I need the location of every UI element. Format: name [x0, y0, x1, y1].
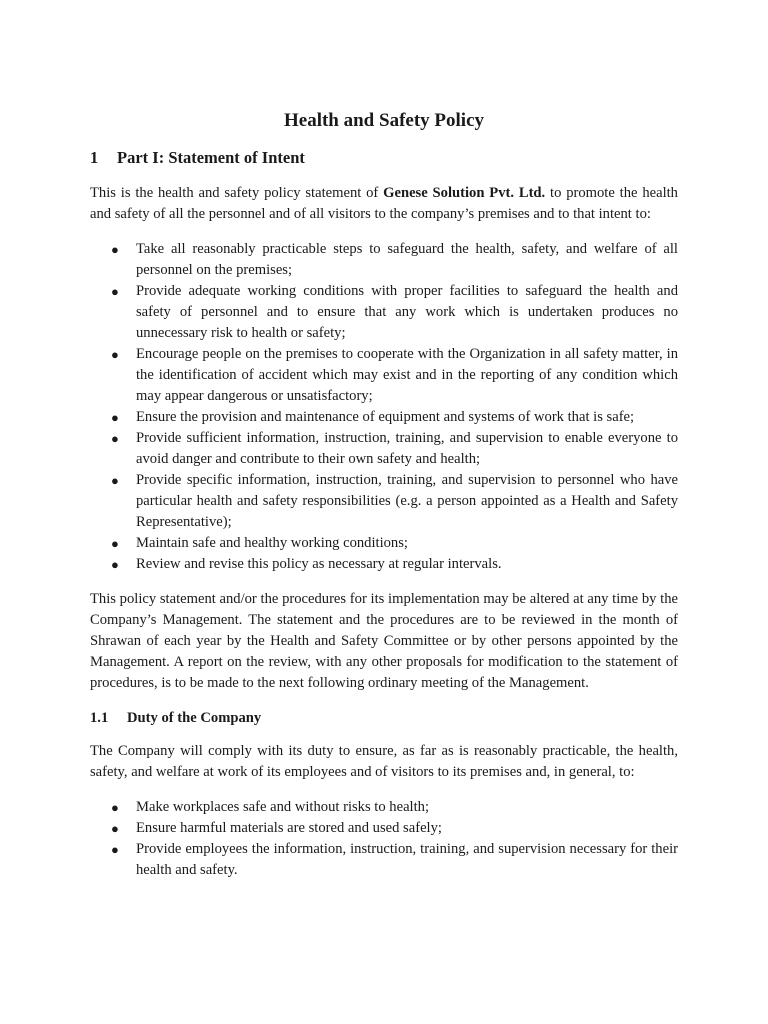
list-item: ● Provide adequate working conditions with proper facilities to safeguard the health and safety of personnel and to ensure that any work which is undertaken produces no unnecessary risk to health or safety; — [111, 283, 678, 341]
duty-bullet-list — [90, 797, 678, 881]
intent-bullet-list — [90, 239, 678, 575]
bullet-icon: ● — [111, 557, 119, 572]
bullet-icon: ● — [111, 842, 119, 857]
list-item: ● Maintain safe and healthy working conditions; — [90, 533, 678, 554]
list-item: ● Review and revise this policy as necessary at regular intervals. — [90, 554, 678, 575]
bullet-icon: ● — [111, 800, 119, 815]
bullet-icon: ● — [111, 347, 119, 362]
duty-paragraph: The Company will comply with its duty to ensure, as far as is reasonably practicable, the health, safety, and welfare at work of its employees and of visitors to its premises and, in general, to: — [90, 743, 678, 780]
list-item: ● Ensure harmful materials are stored and used safely; — [90, 818, 678, 839]
section-number: 1 — [90, 148, 99, 167]
intro-text-before: This is the health and safety policy statement of — [90, 185, 384, 201]
bullet-icon: ● — [111, 410, 119, 425]
closing-paragraph: This policy statement and/or the procedures for its implementation may be altered at any time by the Company’s Management. The statement and the procedures are to be reviewed in the month of Shrawan of each year by the Health and Safety Committee or by other persons appointed by the Management. A report on the review, with any other proposals for modification to the statement of procedures, is to be made to the next following ordinary meeting of the Management. — [90, 591, 678, 691]
section-heading-1-1 — [90, 708, 678, 729]
document-page — [90, 108, 678, 881]
section-title: Part I: Statement of Intent — [117, 148, 305, 167]
company-name: Genese Solution Pvt. Ltd. — [383, 185, 546, 201]
list-item: ● Provide employees the information, instruction, training, and supervision necessary for their health and safety. — [111, 841, 678, 878]
bullet-icon: ● — [111, 473, 119, 488]
list-item: ● Encourage people on the premises to cooperate with the Organization in all safety matter, in the identification of accident which may exist and in the reporting of any condition which may appear dangerous or unsatisfactory; — [111, 346, 678, 404]
bullet-icon: ● — [111, 242, 119, 257]
document-title: Health and Safety Policy — [283, 110, 485, 131]
bullet-icon: ● — [111, 431, 119, 446]
list-item: ● Take all reasonably practicable steps to safeguard the health, safety, and welfare of all personnel on the premises; — [111, 241, 678, 278]
section-title: Duty of the Company — [127, 710, 262, 726]
section-heading-1 — [90, 147, 678, 169]
section-number: 1.1 — [90, 710, 109, 726]
list-item: ● Provide specific information, instruction, training, and supervision to personnel who have particular health and safety responsibilities (e.g. a person appointed as a Health and Safety Representative); — [111, 472, 678, 530]
list-item: ● Ensure the provision and maintenance of equipment and systems of work that is safe; — [90, 407, 678, 428]
list-item: ● Make workplaces safe and without risks to health; — [90, 797, 678, 818]
bullet-icon: ● — [111, 821, 119, 836]
bullet-icon: ● — [111, 284, 119, 299]
intro-paragraph — [90, 183, 678, 225]
intro-text-after: to promote the health and safety of all the personnel and of all visitors to the company’s premises and to that intent to: — [90, 185, 678, 222]
bullet-icon: ● — [111, 536, 119, 551]
list-item: ● Provide sufficient information, instruction, training, and supervision to enable everyone to avoid danger and contribute to their own safety and health; — [111, 430, 678, 467]
